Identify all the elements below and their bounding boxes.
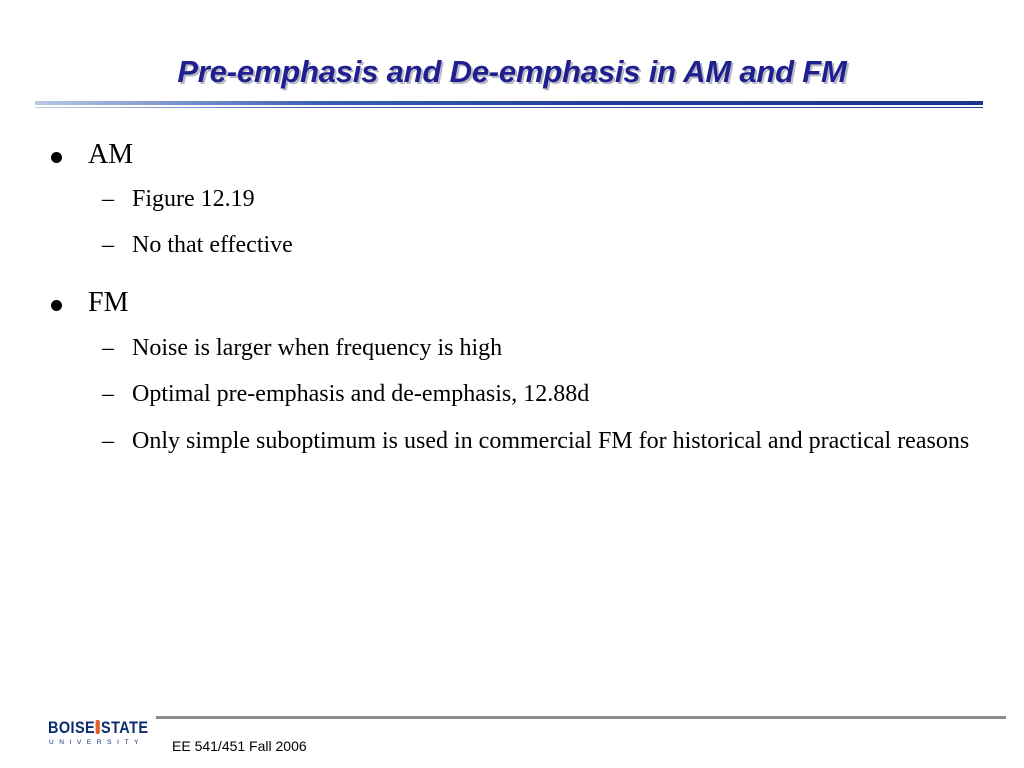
sub-bullet-noise [102,330,982,367]
slide-title: Pre-emphasis and De-emphasis in AM and FM [177,54,847,89]
sub-bullet-text: Only simple suboptimum is used in commercial FM for historical and practical reasons [132,428,970,454]
bullet-dot-icon [51,300,62,311]
logo-university: UNIVERSITY [49,739,145,746]
sub-bullet-text: Figure 12.19 [132,186,255,212]
bullet-fm-text: FM [88,287,129,318]
footer-divider [156,716,1006,719]
bullet-dot-icon [51,152,62,163]
boise-state-logo [48,718,148,752]
bullet-fm [88,286,128,320]
dash-icon: – [102,232,114,258]
sub-bullet-text: No that effective [132,232,293,258]
sub-bullet-figure [102,181,982,218]
logo-wordmark [48,718,148,738]
sub-bullet-text: Optimal pre-emphasis and de-emphasis, 12.88d [132,381,590,407]
course-label: EE 541/451 Fall 2006 [172,738,307,754]
flame-icon [96,720,100,734]
dash-icon: – [102,428,114,454]
logo-boise: BOISE [48,718,96,737]
sub-bullet-text: Noise is larger when frequency is high [132,335,503,361]
sub-bullet-effective [102,227,982,264]
dash-icon: – [102,335,114,361]
sub-bullet-optimal [102,376,982,413]
dash-icon: – [102,186,114,212]
sub-bullet-suboptimum [102,423,982,460]
bullet-am [88,138,133,172]
logo-state: STATE [101,718,149,737]
bullet-am-text: AM [88,139,134,170]
dash-icon: – [102,381,114,407]
